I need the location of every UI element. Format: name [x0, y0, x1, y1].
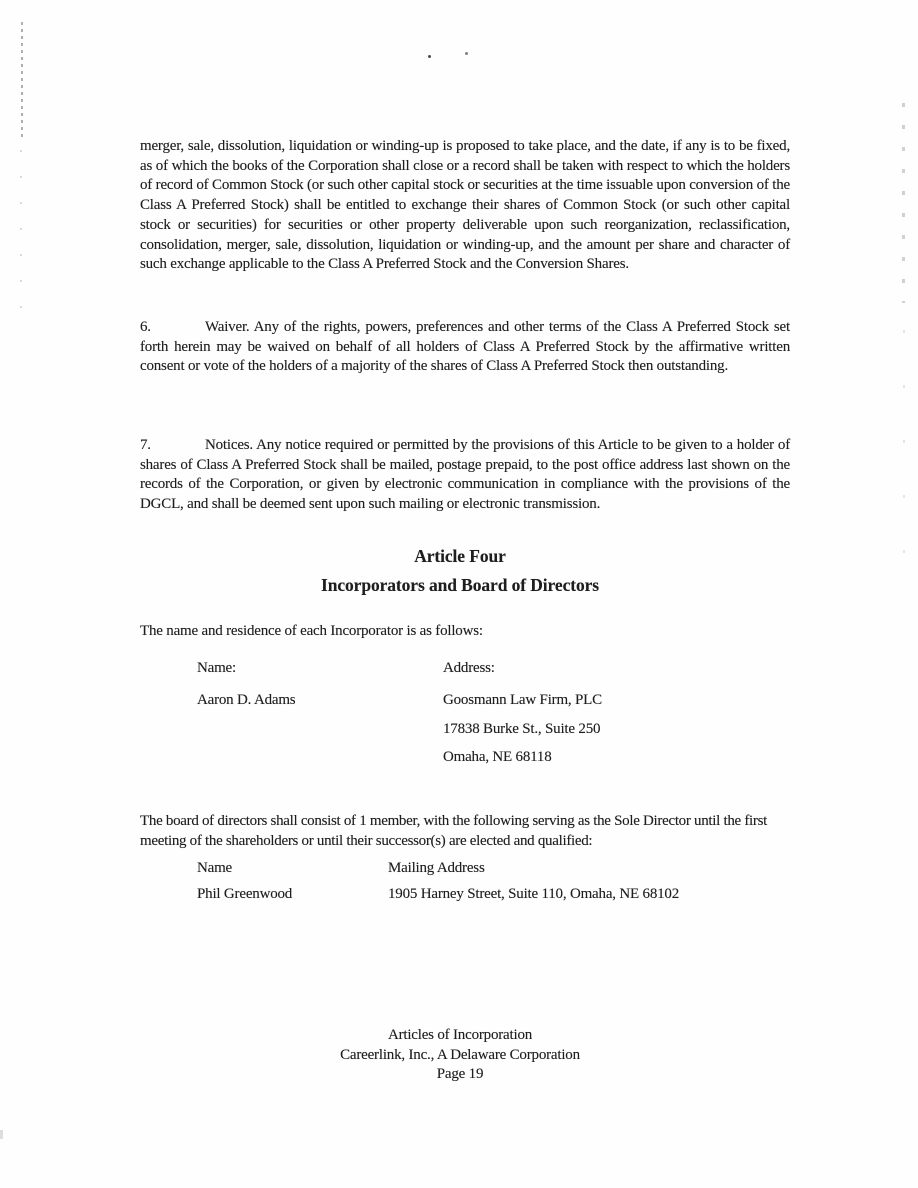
paragraph-notices	[140, 436, 790, 515]
paragraph-waiver	[140, 318, 790, 377]
scan-artifact-left-top	[21, 22, 23, 137]
incorporator-address	[443, 686, 602, 772]
item-7-text: Notices. Any notice required or permitted by the provisions of this Article to be given to a holder of shares of Class A Preferred Stock shall be mailed, postage prepaid, to the post office address last shown on the records of the Corporation, or given by electronic communication in compliance with the provisions of the DGCL, and shall be deemed sent upon such mailing or electronic transmission.	[140, 437, 790, 513]
footer-page-number: Page 19	[436, 1066, 484, 1082]
director-address-label: Mailing Address	[388, 860, 485, 876]
footer-company: Careerlink, Inc., A Delaware Corporation	[340, 1046, 580, 1063]
incorporator-name: Aaron D. Adams	[197, 692, 296, 708]
paragraph-continuation: merger, sale, dissolution, liquidation or winding-up is proposed to take place, and the date, if any is to be fixed, as of which the books of the Corporation shall close or a record shall be taken with respect to which the holders of record of Common Stock (or such other capital stock or securities at the time issuable upon conversion of the Class A Preferred Stock) shall be entitled to exchange their shares of Common Stock (or such other capital stock or securities) for securities or other property deliverable upon such reorganization, reclassification, consolidation, merger, sale, dissolution, liquidation or winding-up, and the amount per share and character of such exchange applicable to the Class A Preferred Stock and the Conversion Shares.	[140, 138, 790, 273]
incorporator-address-line-2: 17838 Burke St., Suite 250	[443, 720, 601, 737]
item-6-number: 6.	[140, 319, 151, 335]
incorporator-address-line-3: Omaha, NE 68118	[443, 749, 552, 765]
incorporator-address-label: Address:	[443, 660, 495, 676]
article-four-heading: Article Four	[414, 546, 506, 566]
scan-dot-1	[428, 55, 431, 58]
footer-doc-title: Articles of Incorporation	[387, 1027, 533, 1043]
scan-artifact-right-top	[902, 103, 905, 303]
scan-artifact-right-lower	[903, 330, 905, 590]
item-6-text: Waiver. Any of the rights, powers, preferences and other terms of the Class A Preferred Stock set forth herein may be waived on behalf of all holders of Class A Preferred Stock by the affirmative written consent or vote of the holders of a majority of the shares of Class A Preferred Stock then outstanding.	[140, 319, 790, 375]
scan-artifact-left-lower	[20, 150, 22, 330]
scan-dot-2	[465, 52, 468, 55]
incorporator-name-label: Name:	[197, 660, 236, 676]
page-footer	[140, 1026, 780, 1085]
incorporator-address-line-1: Goosmann Law Firm, PLC	[443, 692, 602, 708]
directors-intro: The board of directors shall consist of 1 member, with the following serving as the Sole Director until the first meeting of the shareholders or until their successor(s) are elected and qualified:	[140, 813, 768, 849]
director-address: 1905 Harney Street, Suite 110, Omaha, NE 68102	[388, 886, 680, 902]
director-name: Phil Greenwood	[197, 886, 293, 902]
scan-mark-bottom-left	[0, 1130, 3, 1139]
director-name-label: Name	[197, 860, 233, 876]
incorporator-intro: The name and residence of each Incorporator is as follows:	[140, 623, 483, 639]
incorporators-heading: Incorporators and Board of Directors	[321, 575, 599, 595]
item-7-number: 7.	[140, 437, 151, 453]
